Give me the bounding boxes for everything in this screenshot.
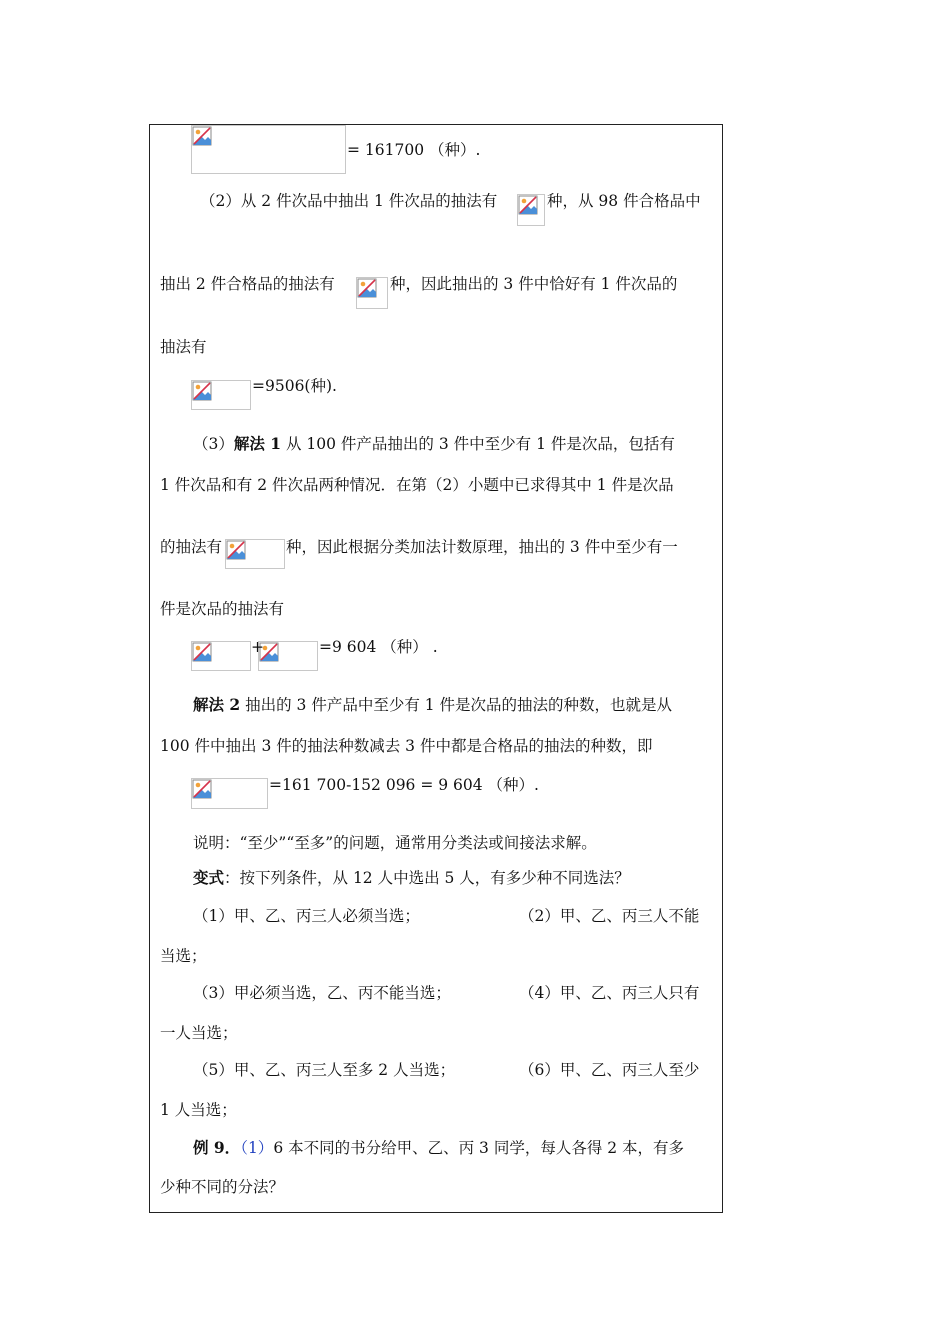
condition-1: （1）甲、乙、丙三人必须当选； — [193, 907, 420, 925]
line-11 — [193, 695, 672, 715]
line-3b: 种，因此抽出的 3 件中恰好有 1 件次品的 — [390, 275, 678, 293]
line-6-text: 从 100 件产品抽出的 3 件中至少有 1 件是次品，包括有 — [281, 435, 675, 453]
example-9-line — [193, 1138, 684, 1158]
condition-2-cont: 当选； — [160, 947, 207, 965]
broken-image-icon — [192, 779, 212, 799]
line-8a: 的抽法有 — [160, 538, 223, 556]
formula-image-4 — [191, 380, 251, 410]
variant-label: 变式 — [193, 868, 225, 887]
condition-2: （2）甲、乙、丙三人不能 — [519, 907, 700, 925]
formula-image-2 — [517, 194, 545, 226]
example-9-text: 6 本不同的书分给甲、乙、丙 3 同学，每人各得 2 本，有多 — [273, 1139, 685, 1157]
formula-image-6 — [191, 641, 251, 671]
broken-image-icon — [192, 126, 212, 146]
formula-image-1 — [191, 125, 346, 174]
broken-image-icon — [518, 195, 538, 215]
line-4: 抽法有 — [160, 338, 207, 356]
broken-image-icon — [192, 381, 212, 401]
formula-image-8 — [191, 778, 268, 809]
broken-image-icon — [357, 278, 377, 298]
line-2b: 种，从 98 件合格品中 — [547, 192, 701, 210]
variant-text: ：按下列条件，从 12 人中选出 5 人，有多少种不同选法？ — [224, 869, 630, 887]
line-10: =9 604 （种） . — [319, 638, 438, 656]
condition-3: （3）甲必须当选，乙、丙不能当选； — [193, 984, 451, 1002]
line-13: =161 700-152 096 = 9 604 （种）. — [269, 776, 539, 794]
variant-line — [193, 868, 630, 888]
formula-image-7 — [258, 641, 318, 671]
method-1-label: 解法 1 — [233, 434, 282, 453]
condition-4-cont: 一人当选； — [160, 1024, 238, 1042]
formula-image-3 — [356, 277, 388, 309]
line-result-1: = 161700 （种）. — [347, 141, 481, 159]
line-12: 100 件中抽出 3 件的抽法种数减去 3 件中都是合格品的抽法的种数，即 — [160, 737, 653, 755]
broken-image-icon — [226, 540, 246, 560]
line-11-text: 抽出的 3 件产品中至少有 1 件是次品的抽法的种数，也就是从 — [240, 696, 673, 714]
condition-6-cont: 1 人当选； — [160, 1101, 237, 1119]
method-2-label: 解法 2 — [193, 695, 241, 714]
line-3a: 抽出 2 件合格品的抽法有 — [160, 275, 335, 293]
line-6 — [193, 434, 675, 454]
line-2a: （2）从 2 件次品中抽出 1 件次品的抽法有 — [200, 192, 498, 210]
example-9-part-label: （1） — [240, 1139, 274, 1157]
plus-sign: + — [251, 638, 264, 656]
condition-4: （4）甲、乙、丙三人只有 — [519, 984, 700, 1002]
example-9-label: 例 9． — [193, 1138, 241, 1157]
condition-6: （6）甲、乙、丙三人至少 — [519, 1061, 700, 1079]
formula-image-5 — [225, 539, 285, 569]
note-line: 说明：“至少”“至多”的问题，通常用分类法或间接法求解。 — [193, 834, 597, 852]
broken-image-icon — [192, 642, 212, 662]
line-6-prefix: （3） — [193, 435, 234, 453]
line-5: =9506(种). — [252, 377, 337, 395]
line-7: 1 件次品和有 2 件次品两种情况．在第（2）小题中已求得其中 1 件是次品 — [160, 476, 674, 494]
line-8b: 种，因此根据分类加法计数原理，抽出的 3 件中至少有一 — [286, 538, 678, 556]
example-9-cont: 少种不同的分法？ — [160, 1178, 285, 1196]
condition-5: （5）甲、乙、丙三人至多 2 人当选； — [193, 1061, 456, 1079]
line-9: 件是次品的抽法有 — [160, 600, 285, 618]
